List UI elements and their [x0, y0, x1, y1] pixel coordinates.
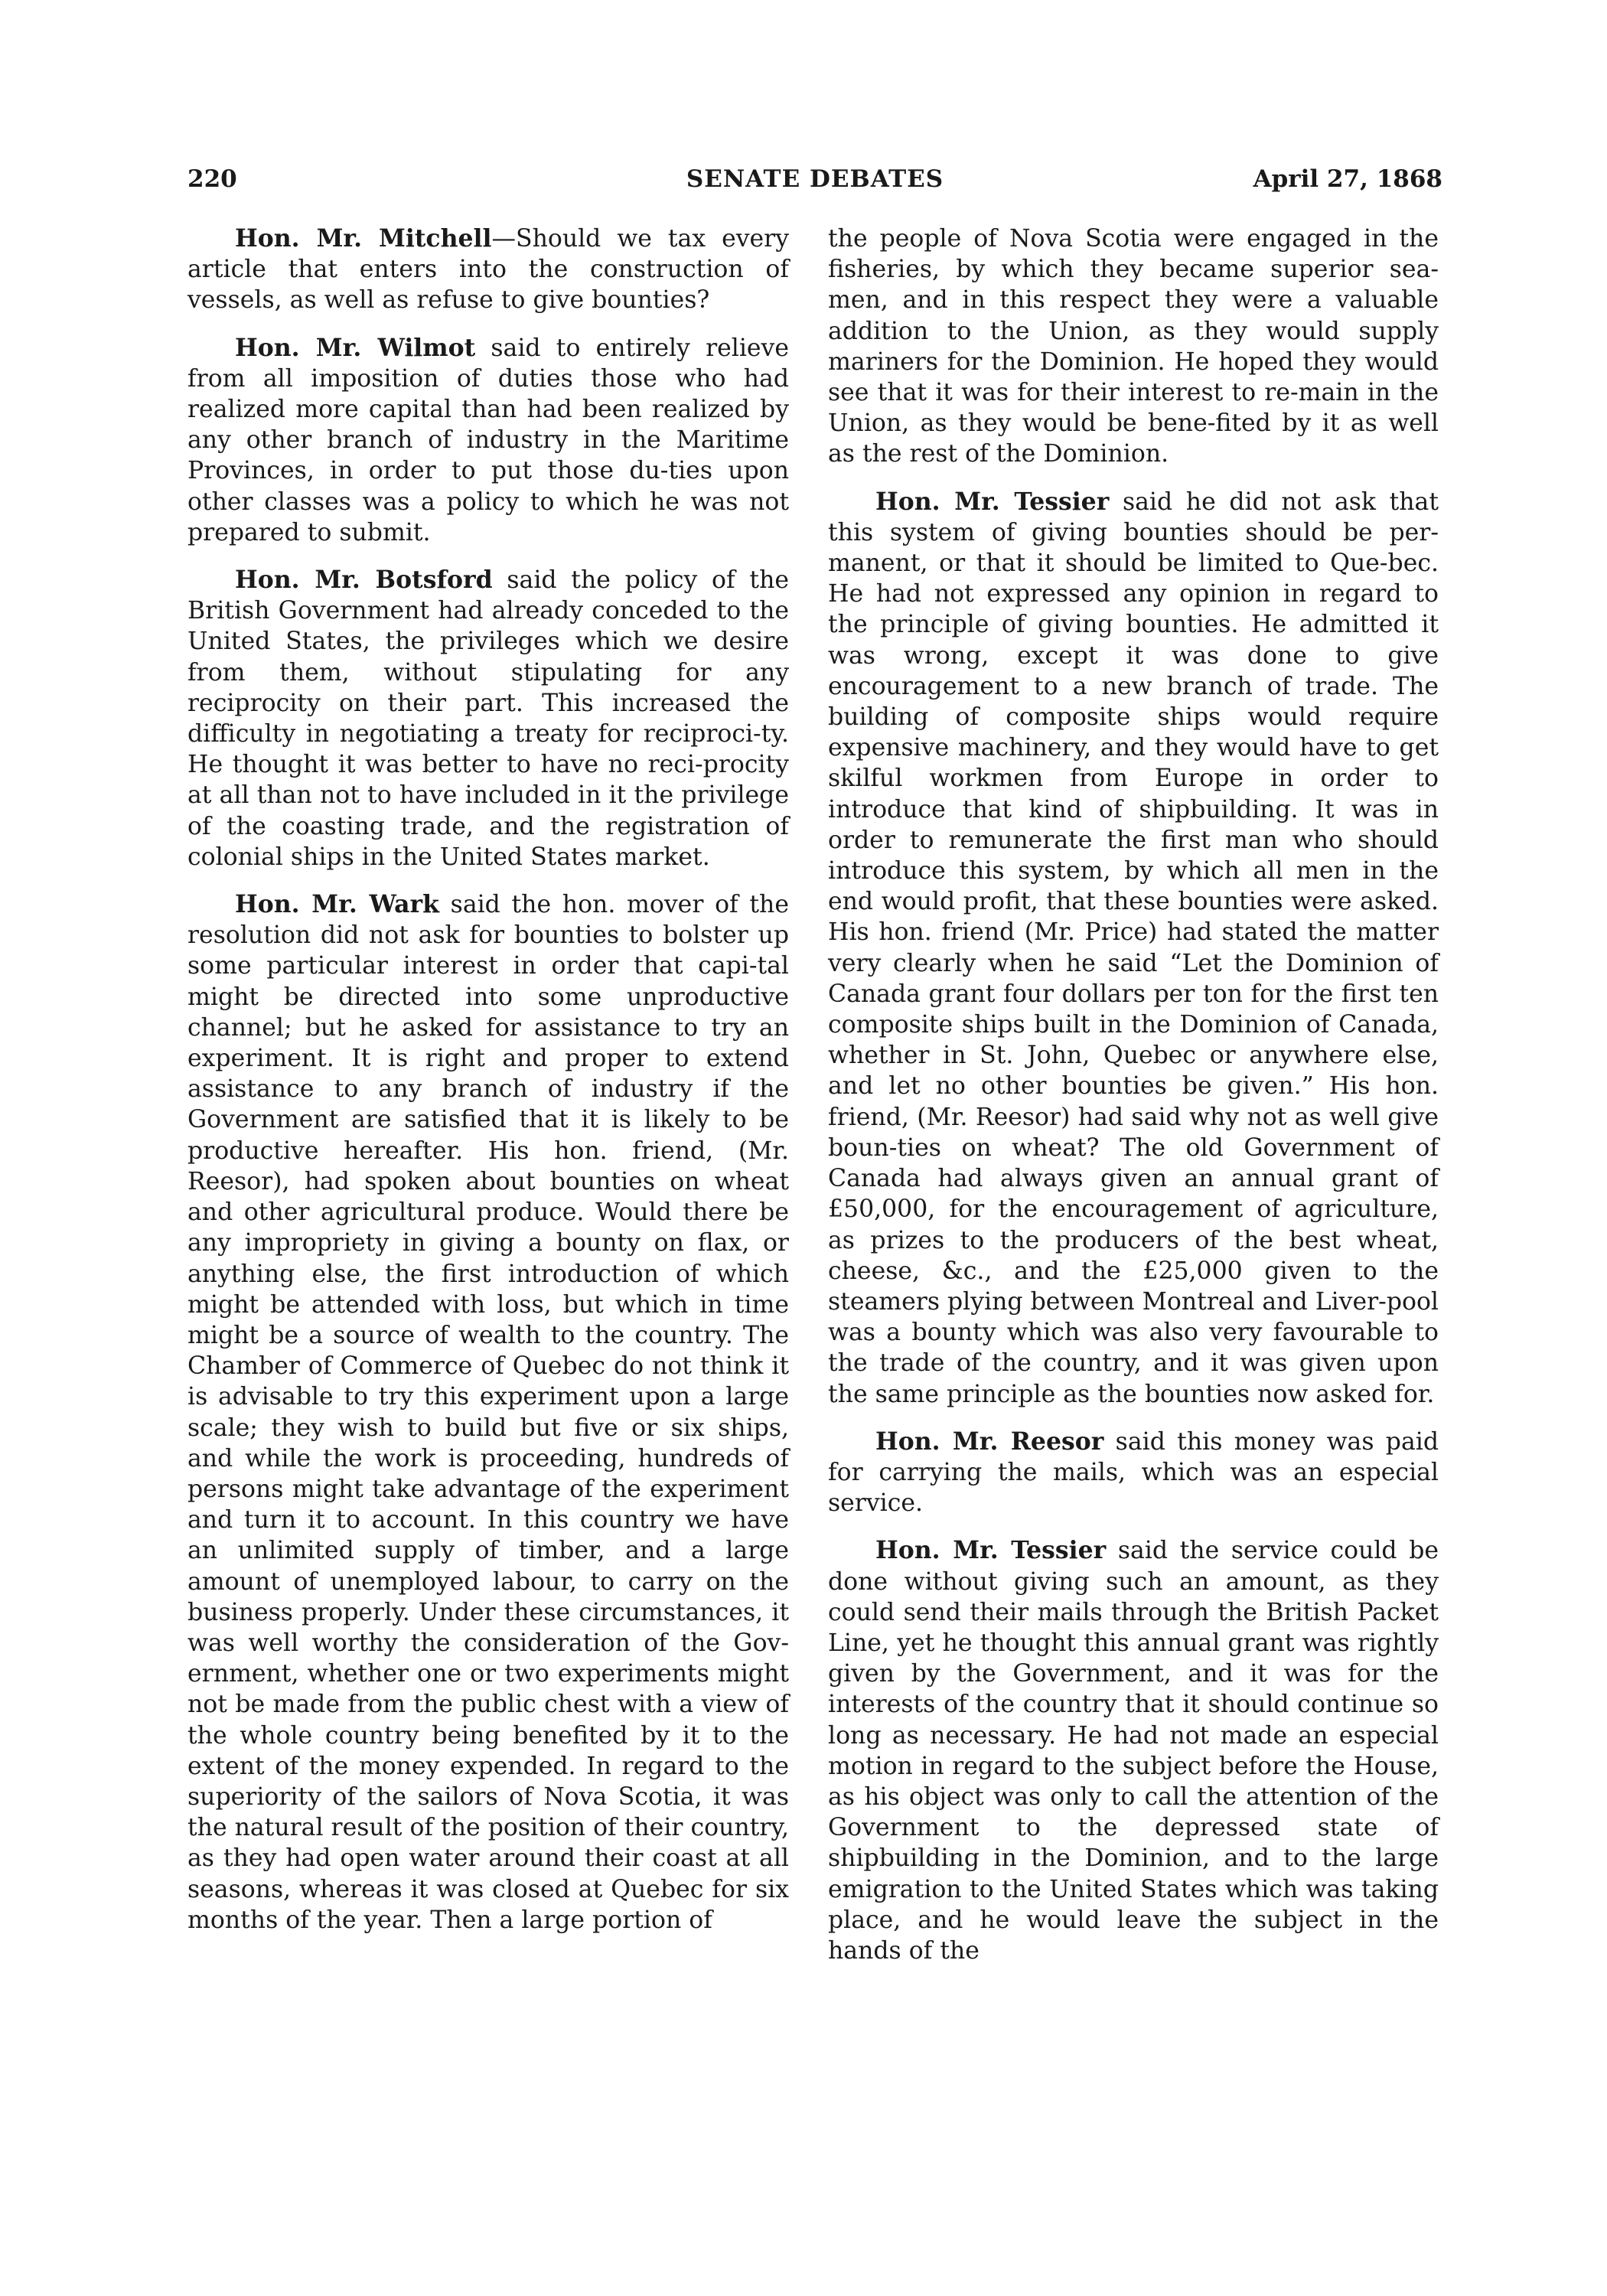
running-title: SENATE DEBATES [686, 165, 944, 193]
page-number: 220 [187, 165, 237, 193]
speech-paragraph [187, 889, 789, 1936]
right-column [828, 223, 1439, 1983]
speaker-name: Hon. Mr. Tessier [875, 1536, 1107, 1565]
speech-text: said the service could be done without giving such an amount, as they could send their mails through the British Packet Line, yet he thought this annual grant was rightly given by the Government, and it was for the interests of the country that it should continue so long as necessary. He had not made an especial motion in regard to the subject before the House, as his object was only to call the attention of the Government to the depressed state of shipbuilding in the Dominion, and to the large emigration to the United States which was taking place, and he would leave the subject in the hands of the [828, 1537, 1439, 1965]
speaker-name: Hon. Mr. Wilmot [235, 333, 476, 362]
speech-paragraph [187, 223, 789, 316]
speaker-name: Hon. Mr. Botsford [235, 566, 493, 595]
speech-paragraph-continued [828, 223, 1439, 470]
page-header [187, 159, 1442, 197]
speech-paragraph [187, 565, 789, 872]
speech-text: said he did not ask that this system of giving bounties should be per-manent, or that it should be limited to Que-bec. He had not expressed any opinion in regard to the principle of giving bounties. He admitted it was wrong, except it was done to give encouragement to a new branch of trade. The building of composite ships would require expensive machinery, and they would have to get skilful workmen from Europe in order to introduce that kind of shipbuilding. It was in order to remunerate the first man who should introduce this system, by which all men in the end would profit, that these bounties were asked. His hon. friend (Mr. Price) had stated the matter very clearly when he said “Let the Dominion of Canada grant four dollars per ton for the first ten composite ships built in the Dominion of Canada, whether in St. John, Quebec or anywhere else, and let no other bounties be given.” His hon. friend, (Mr. Reesor) had said why not as well give boun-ties on wheat? The old Government of Canada had always given an annual grant of £50,000, for the encouragement of agriculture, as prizes to the producers of the best wheat, cheese, &c., and the £25,000 given to the steamers plying between Montreal and Liver-pool was a bounty which was also very favourable to the trade of the country, and it was given upon the same principle as the bounties now asked for. [828, 488, 1439, 1408]
speaker-name: Hon. Mr. Wark [235, 890, 439, 919]
speaker-name: Hon. Mr. Mitchell [235, 224, 492, 253]
speech-paragraph [828, 1535, 1439, 1966]
speech-text: said this money was paid for carrying the mails, which was an especial service. [828, 1427, 1439, 1518]
speech-text: said the policy of the British Government had already conceded to the United States, the privileges which we desire from them, without stipulating for any reciprocity on their part. This increased the difficulty in negotiating a treaty for reciproci-ty. He thought it was better to have no reci-procity at all than not to have included in it the privilege of the coasting trade, and the registration of colonial ships in the United States market. [187, 566, 790, 871]
page-date: April 27, 1868 [1253, 165, 1442, 193]
speech-text: said to entirely relieve from all imposition of duties those who had realized more capital than had been realized by any other branch of industry in the Maritime Provinces, in order to put those du-ties upon other classes was a policy to which he was not prepared to submit. [187, 334, 789, 546]
speaker-name: Hon. Mr. Tessier [875, 487, 1110, 516]
speech-paragraph [187, 333, 789, 548]
speech-paragraph [828, 487, 1439, 1410]
left-column [187, 223, 789, 1952]
speech-paragraph [828, 1427, 1439, 1519]
speech-text: said the hon. mover of the resolution did not ask for bounties to bolster up some particular interest in order that capi-tal might be directed into some unproductive channel; but he asked for assistance to try an experiment. It is right and proper to extend assistance to any branch of industry if the Government are satisfied that it is likely to be productive hereafter. His hon. friend, (Mr. Reesor), had spoken about bounties on wheat and other agricultural produce. Would there be any impropriety in giving a bounty on flax, or anything else, the first introduction of which might be attended with loss, but which in time might be a source of wealth to the country. The Chamber of Commerce of Quebec do not think it is advisable to try this experiment upon a large scale; they wish to build but five or six ships, and while the work is proceeding, hundreds of persons might take advantage of the experiment and turn it to account. In this country we have an unlimited supply of timber, and a large amount of unemployed labour, to carry on the business properly. Under these circumstances, it was well worthy the consideration of the Gov-ernment, whether one or two experiments might not be made from the public chest with a view of the whole country being benefited by it to the extent of the money expended. In regard to the superiority of the sailors of Nova Scotia, it was the natural result of the position of their country, as they had open water around their coast at all seasons, whereas it was closed at Quebec for six months of the year. Then a large portion of [187, 891, 789, 1934]
speaker-name: Hon. Mr. Reesor [875, 1427, 1104, 1456]
speech-text: the people of Nova Scotia were engaged in the fisheries, by which they became superior sea-men, and in this respect they were a valuable addition to the Union, as they would supply mariners for the Dominion. He hoped they would see that it was for their interest to re-main in the Union, as they would be bene-fited by it as well as the rest of the Dominion. [828, 225, 1439, 468]
speech-text: —Should we tax every article that enters into the construction of vessels, as well as refuse to give bounties? [187, 225, 789, 315]
